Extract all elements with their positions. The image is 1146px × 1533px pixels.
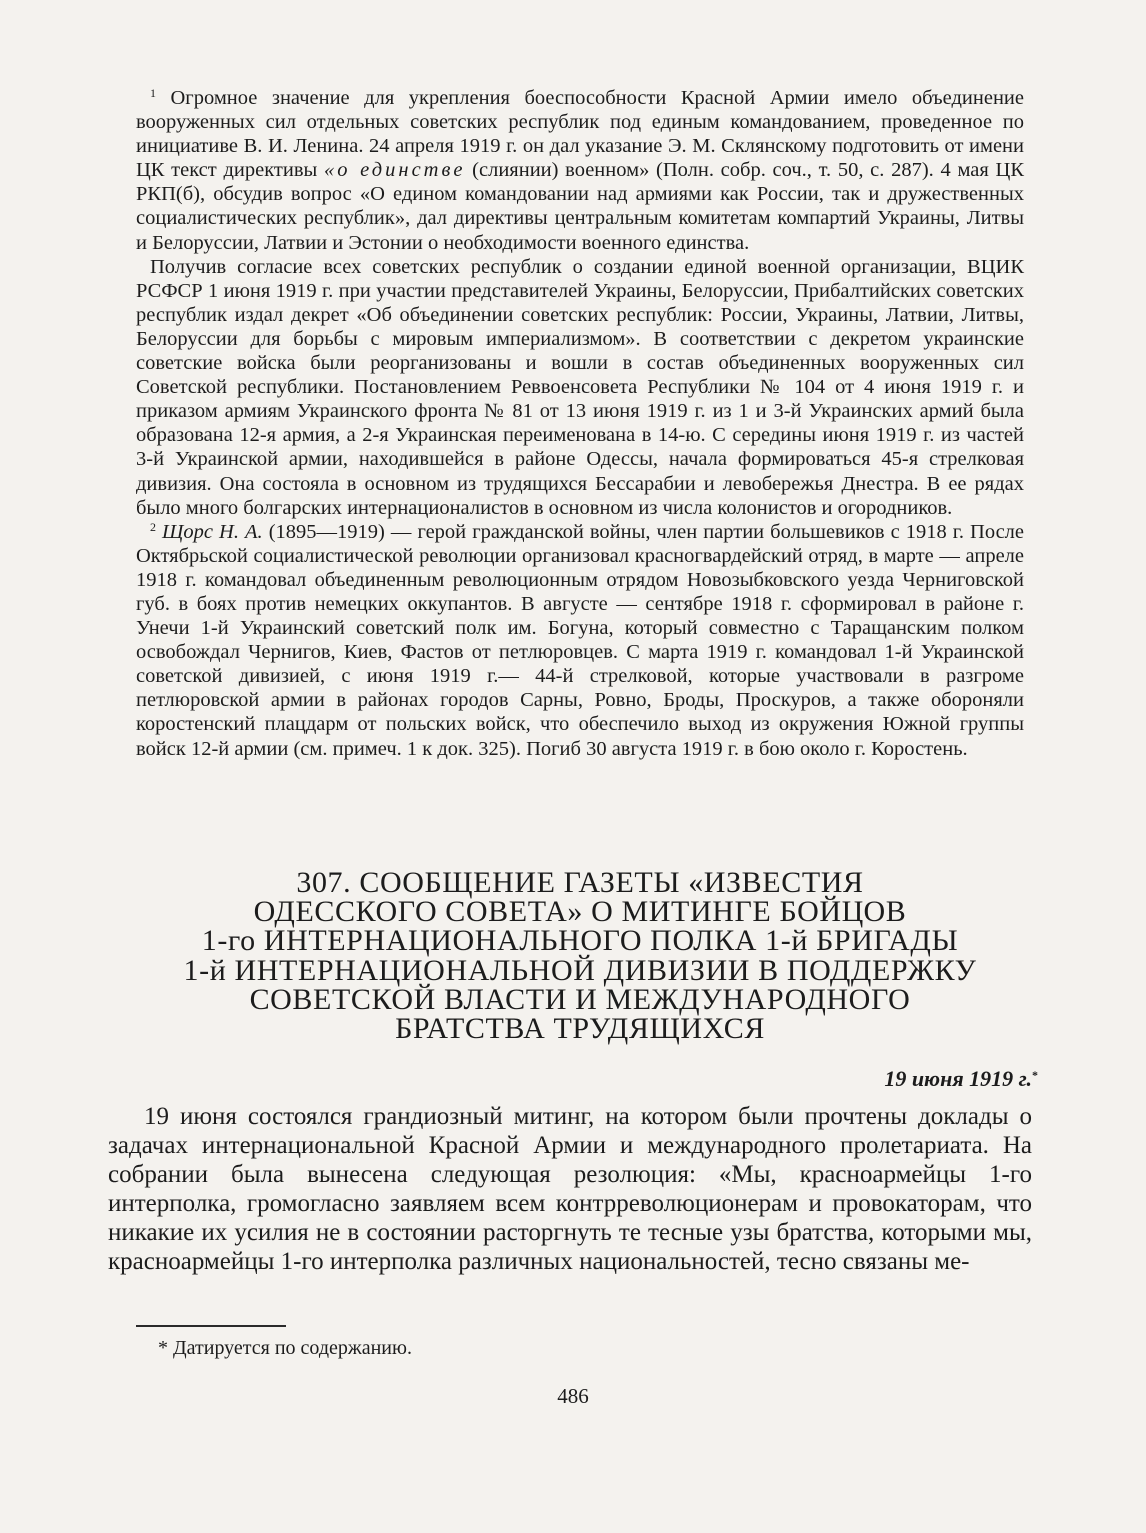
footnote-separator bbox=[136, 1325, 286, 1327]
title-line: БРАТСТВА ТРУДЯЩИХСЯ bbox=[395, 1012, 765, 1046]
footnote-2-marker: 2 bbox=[150, 519, 156, 534]
page-footnote-text: Датируется по содержанию. bbox=[173, 1337, 412, 1359]
footnote-2-text: (1895—1919) — герой гражданской войны, член партии большевиков с 1918 г. После Октябрьской социалистической революции организовал красногвардейский отряд, в марте — апреле 1918 г. командовал объединенным революционным отрядом Новозыбковского уезда Черниговской губ. в боях против немецких оккупантов. В августе — сентябре 1918 г. сформировал в районе г. Унечи 1-й Украинский советский полк им. Богуна, который совместно с Таращанским полком освобождал Чернигов, Киев, Фастов от петлюровцев. С марта 1919 г. командовал 1-й Украинской советской дивизией, с июня 1919 г.— 44-й стрелковой, которые участвовали в разгроме петлюровской армии в районах городов Сарны, Ровно, Броды, Проскуров, а также обороняли коростенский плацдарм от польских войск, что обеспечило выход из окружения Южной группы войск 12-й армии (см. примеч. 1 к док. 325). Погиб 30 августа 1919 г. в бою около г. Коростень. bbox=[136, 520, 1025, 760]
footnote-1 bbox=[136, 86, 1024, 255]
footnote-1-continuation: Получив согласие всех советских республик о создании единой военной организации, ВЦИК РСФСР 1 июня 1919 г. при участии представителей Украины, Белоруссии, Прибалтийских советских республик издал декрет «Об объединении советских республик: России, Украины, Латвии, Литвы, Белоруссии для борьбы с мировым империализмом». В соответствии с декретом украинские советские войска были реорганизованы и вошли в состав объединенных вооруженных сил Советской республики. Постановлением Реввоенсовета Республики № 104 от 4 июня 1919 г. и приказом армиям Украинского фронта № 81 от 13 июня 1919 г. из 1 и 3-й Украинских армий была образована 12-я армия, а 2-я Украинская переименована в 14-ю. С середины июня 1919 г. из частей 3-й Украинской армии, находившейся в районе Одессы, начала формироваться 45-я стрелковая дивизия. Она состояла в основном из трудящихся Бессарабии и левобережья Днестра. В ее рядах было много болгарских интернационалистов в основном из числа колонистов и огородников. bbox=[136, 255, 1024, 519]
previous-document-footnotes bbox=[136, 86, 1024, 761]
title-line: 1-й ИНТЕРНАЦИОНАЛЬНОЙ ДИВИЗИИ В ПОДДЕРЖКУ bbox=[183, 953, 977, 987]
page-footnote-mark: * bbox=[158, 1337, 168, 1359]
title-line: ОДЕССКОГО СОВЕТА» О МИТИНГЕ БОЙЦОВ bbox=[253, 895, 907, 929]
body-paragraph: 19 июня состоялся грандиозный митинг, на котором были прочтены доклады о задачах интернациональной Красной Армии и международного пролетариата. На собрании была вынесена следующая резолюция: «Мы, красноармейцы 1-го интерполка, громогласно заявляем всем контрреволюционерам и провокаторам, что никакие их усилия не в состоянии расторгнуть те тесные узы братства, которыми мы, красноармейцы 1-го интерполка различных национальностей, тесно связаны ме- bbox=[108, 1103, 1032, 1275]
title-line: 307. СООБЩЕНИЕ ГАЗЕТЫ «ИЗВЕСТИЯ bbox=[296, 866, 864, 899]
document-title bbox=[130, 866, 1030, 1046]
page-number: 486 bbox=[557, 1384, 589, 1408]
title-line: 1-го ИНТЕРНАЦИОНАЛЬНОГО ПОЛКА 1-й БРИГАДЫ bbox=[201, 924, 959, 958]
document-body bbox=[108, 1102, 1032, 1276]
footnote-1-text-a: Огромное значение для укрепления боеспособности Красной Армии имело объединение вооруженных сил отдельных советских республик под единым командованием, проведенное по инициативе В. И. Ленина. 24 апреля 1919 г. он дал указание Э. М. Склянскому подготовить от имени ЦК текст директивы bbox=[136, 87, 1024, 182]
footnote-1-text-b: (слиянии) военном» (Полн. собр. соч., т. 50, с. 287). 4 мая ЦК РКП(б), обсудив вопрос «О едином командовании над армиями как России, так и дружественных социалистических республик», дал директивы центральным комитетам компартий Украины, Литвы и Белоруссии, Латвии и Эстонии о необходимости военного единства. bbox=[136, 159, 1025, 254]
title-line: СОВЕТСКОЙ ВЛАСТИ И МЕЖДУНАРОДНОГО bbox=[249, 982, 911, 1016]
document-date bbox=[884, 1066, 1038, 1092]
footnote-1-directive-title: «о единстве bbox=[323, 159, 466, 182]
footnote-2 bbox=[136, 520, 1024, 761]
document-date-text: 19 июня 1919 г. bbox=[884, 1066, 1032, 1091]
footnote-2-person-name: Щорс Н. А. bbox=[162, 520, 263, 543]
document-date-footnote-mark: * bbox=[1032, 1068, 1038, 1082]
page-footnote bbox=[158, 1336, 412, 1360]
footnote-1-marker: 1 bbox=[150, 86, 156, 100]
